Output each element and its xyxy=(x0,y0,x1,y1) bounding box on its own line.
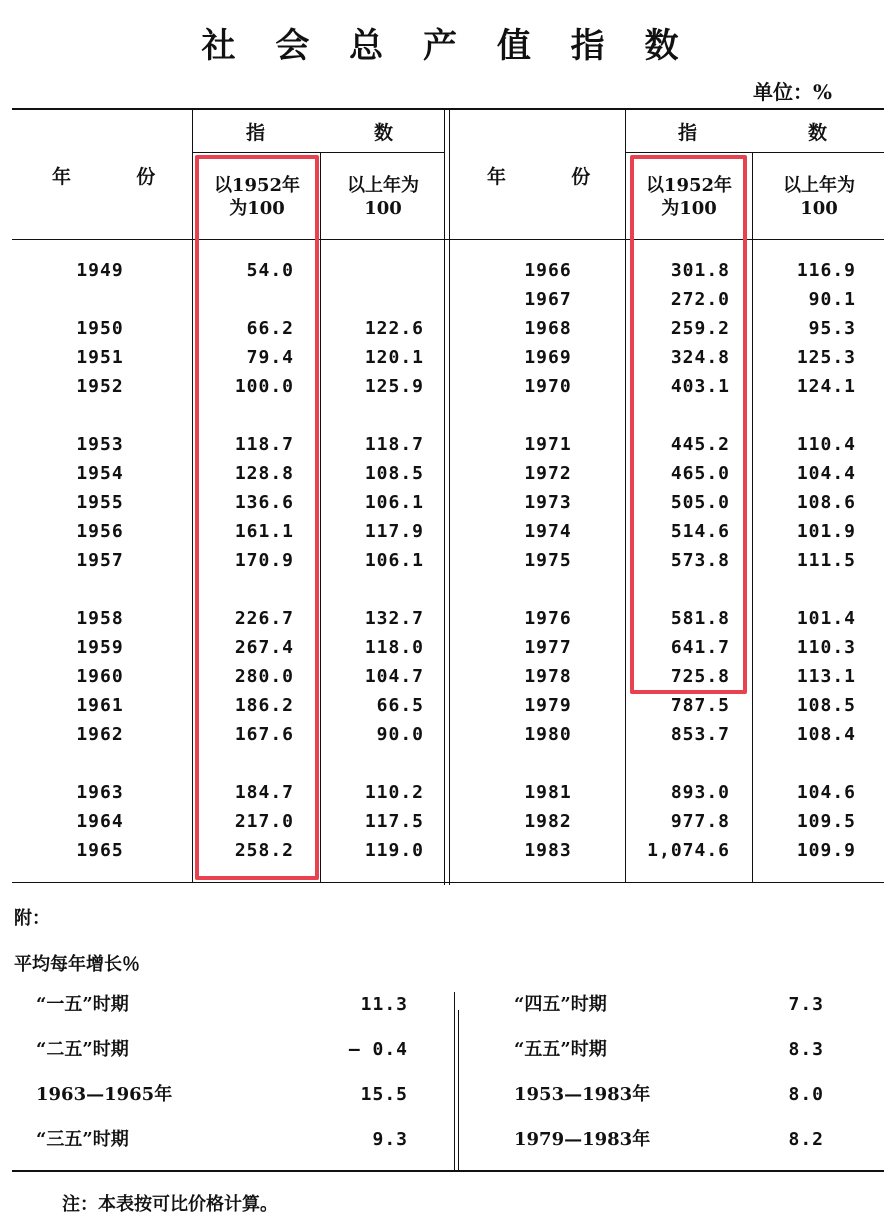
prev-year-cell: 104.4 xyxy=(796,463,856,484)
base1952-cell: 272.0 xyxy=(670,289,730,310)
appendix-subtitle: 平均每年增长％ xyxy=(14,954,140,975)
year-cell: 1956 xyxy=(76,521,124,542)
appendix-value: 8.2 xyxy=(788,1129,824,1150)
base1952-cell: 581.8 xyxy=(670,608,730,629)
prev-year-cell: 109.9 xyxy=(796,840,856,861)
right-year-header: 年 份 xyxy=(487,166,591,188)
row-gap xyxy=(448,749,894,778)
year-cell: 1973 xyxy=(524,492,572,513)
base1952-cell: 128.8 xyxy=(234,463,294,484)
year-cell: 1977 xyxy=(524,637,572,658)
appendix-period: “一五”时期 xyxy=(36,994,129,1015)
left-col-prev-header: 以上年为 100 xyxy=(347,175,419,219)
base1952-cell: 161.1 xyxy=(234,521,294,542)
prev-year-cell: 104.7 xyxy=(364,666,424,687)
year-cell: 1976 xyxy=(524,608,572,629)
right-col-prev-header: 以上年为 100 xyxy=(783,175,855,219)
year-cell: 1978 xyxy=(524,666,572,687)
base1952-cell: 725.8 xyxy=(670,666,730,687)
base1952-cell: 301.8 xyxy=(670,260,730,281)
appendix-period: 1979—1983年 xyxy=(514,1129,651,1150)
appendix-value: 8.0 xyxy=(788,1084,824,1105)
table-row xyxy=(448,778,894,807)
appendix-period: 1953—1983年 xyxy=(514,1084,651,1105)
prev-year-cell: 117.9 xyxy=(364,521,424,542)
year-cell: 1968 xyxy=(524,318,572,339)
appendix-value: 8.3 xyxy=(788,1039,824,1060)
table-row xyxy=(448,720,894,749)
year-cell: 1961 xyxy=(76,695,124,716)
base1952-cell: 217.0 xyxy=(234,811,294,832)
appendix-period: “五五”时期 xyxy=(514,1039,607,1060)
year-cell: 1975 xyxy=(524,550,572,571)
base1952-cell: 259.2 xyxy=(670,318,730,339)
left-header-subrule xyxy=(192,152,444,153)
base1952-cell: 100.0 xyxy=(234,376,294,397)
year-cell: 1949 xyxy=(76,260,124,281)
prev-year-cell: 108.5 xyxy=(364,463,424,484)
base1952-cell: 54.0 xyxy=(246,260,294,281)
base1952-cell: 66.2 xyxy=(246,318,294,339)
prev-year-cell: 95.3 xyxy=(808,318,856,339)
prev-year-cell: 111.5 xyxy=(796,550,856,571)
base1952-cell: 853.7 xyxy=(670,724,730,745)
year-cell: 1974 xyxy=(524,521,572,542)
base1952-cell: 118.7 xyxy=(234,434,294,455)
appendix-period: 1963—1965年 xyxy=(36,1084,173,1105)
right-number-label: 数 xyxy=(808,122,828,144)
left-col-base1952-header: 以1952年 为100 xyxy=(213,175,301,219)
base1952-cell: 167.6 xyxy=(234,724,294,745)
year-cell: 1972 xyxy=(524,463,572,484)
year-cell: 1959 xyxy=(76,637,124,658)
base1952-cell: 1,074.6 xyxy=(647,840,730,861)
base1952-cell: 184.7 xyxy=(234,782,294,803)
table-row xyxy=(448,836,894,865)
prev-year-cell: 101.9 xyxy=(796,521,856,542)
year-label-2: 份 xyxy=(136,166,156,188)
appendix-period: “四五”时期 xyxy=(514,994,607,1015)
base1952-cell: 465.0 xyxy=(670,463,730,484)
prev-year-cell: 118.0 xyxy=(364,637,424,658)
prev-year-cell: 104.6 xyxy=(796,782,856,803)
table-top-rule xyxy=(12,108,884,110)
year-cell: 1955 xyxy=(76,492,124,513)
prev-year-cell: 110.3 xyxy=(796,637,856,658)
base1952-cell: 641.7 xyxy=(670,637,730,658)
prev-year-cell: 108.5 xyxy=(796,695,856,716)
year-cell: 1971 xyxy=(524,434,572,455)
table-row xyxy=(448,691,894,720)
left-highlight-box xyxy=(195,155,319,880)
page-title: 社 会 总 产 值 指 数 xyxy=(201,26,693,66)
prev-year-cell: 117.5 xyxy=(364,811,424,832)
prev-year-cell: 110.2 xyxy=(364,782,424,803)
base1952-cell: 170.9 xyxy=(234,550,294,571)
year-cell: 1966 xyxy=(524,260,572,281)
prev-year-cell: 122.6 xyxy=(364,318,424,339)
year-cell: 1963 xyxy=(76,782,124,803)
appendix-divider-b xyxy=(458,1010,459,1172)
appendix-bottom-rule xyxy=(12,1170,884,1172)
prev-year-cell: 120.1 xyxy=(364,347,424,368)
prev-year-cell: 66.5 xyxy=(376,695,424,716)
right-index-label: 指 xyxy=(678,122,698,144)
prev-year-cell: 110.4 xyxy=(796,434,856,455)
prev-year-cell: 124.1 xyxy=(796,376,856,397)
right-highlight-box xyxy=(630,155,747,694)
left-index-label: 指 xyxy=(246,122,266,144)
prev-year-cell: 108.4 xyxy=(796,724,856,745)
base1952-cell: 186.2 xyxy=(234,695,294,716)
prev-year-cell: 132.7 xyxy=(364,608,424,629)
left-year-header xyxy=(52,162,162,189)
appendix-period: “二五”时期 xyxy=(36,1039,129,1060)
year-cell: 1954 xyxy=(76,463,124,484)
base1952-cell: 280.0 xyxy=(234,666,294,687)
footnote: 注：本表按可比价格计算。 xyxy=(62,1194,278,1215)
base1952-cell: 573.8 xyxy=(670,550,730,571)
year-cell: 1981 xyxy=(524,782,572,803)
year-cell: 1951 xyxy=(76,347,124,368)
appendix-value: 11.3 xyxy=(360,994,408,1015)
header-bottom-rule xyxy=(12,239,884,240)
prev-year-cell: 119.0 xyxy=(364,840,424,861)
year-cell: 1980 xyxy=(524,724,572,745)
prev-year-cell: 106.1 xyxy=(364,492,424,513)
base1952-cell: 324.8 xyxy=(670,347,730,368)
base1952-cell: 893.0 xyxy=(670,782,730,803)
prev-year-cell: 90.0 xyxy=(376,724,424,745)
base1952-cell: 136.6 xyxy=(234,492,294,513)
unit-label: 单位：% xyxy=(752,80,832,104)
base1952-cell: 403.1 xyxy=(670,376,730,397)
base1952-cell: 258.2 xyxy=(234,840,294,861)
prev-year-cell: 109.5 xyxy=(796,811,856,832)
prev-year-cell: 108.6 xyxy=(796,492,856,513)
right-header-subrule xyxy=(625,152,884,153)
year-cell: 1953 xyxy=(76,434,124,455)
table-row xyxy=(448,807,894,836)
base1952-cell: 514.6 xyxy=(670,521,730,542)
appendix-label: 附： xyxy=(14,908,50,929)
year-label: 年 xyxy=(52,166,72,188)
year-cell: 1967 xyxy=(524,289,572,310)
base1952-cell: 445.2 xyxy=(670,434,730,455)
year-cell: 1964 xyxy=(76,811,124,832)
year-cell: 1960 xyxy=(76,666,124,687)
appendix-value: — 0.4 xyxy=(348,1039,408,1060)
year-cell: 1958 xyxy=(76,608,124,629)
table-bottom-rule xyxy=(12,882,884,883)
year-cell: 1969 xyxy=(524,347,572,368)
appendix-value: 15.5 xyxy=(360,1084,408,1105)
prev-year-cell: 125.3 xyxy=(796,347,856,368)
year-cell: 1952 xyxy=(76,376,124,397)
right-col-base1952-header: 以1952年 为100 xyxy=(645,175,733,219)
prev-year-cell: 101.4 xyxy=(796,608,856,629)
prev-year-cell: 118.7 xyxy=(364,434,424,455)
base1952-cell: 977.8 xyxy=(670,811,730,832)
year-cell: 1957 xyxy=(76,550,124,571)
prev-year-cell: 125.9 xyxy=(364,376,424,397)
year-cell: 1965 xyxy=(76,840,124,861)
base1952-cell: 79.4 xyxy=(246,347,294,368)
base1952-cell: 226.7 xyxy=(234,608,294,629)
year-cell: 1979 xyxy=(524,695,572,716)
prev-year-cell: 116.9 xyxy=(796,260,856,281)
base1952-cell: 505.0 xyxy=(670,492,730,513)
prev-year-cell: 106.1 xyxy=(364,550,424,571)
prev-year-cell: 90.1 xyxy=(808,289,856,310)
year-cell: 1962 xyxy=(76,724,124,745)
appendix-value: 7.3 xyxy=(788,994,824,1015)
base1952-cell: 787.5 xyxy=(670,695,730,716)
left-number-label: 数 xyxy=(374,122,394,144)
year-cell: 1970 xyxy=(524,376,572,397)
year-cell: 1982 xyxy=(524,811,572,832)
prev-year-cell: 113.1 xyxy=(796,666,856,687)
appendix-value: 9.3 xyxy=(372,1129,408,1150)
appendix-period: “三五”时期 xyxy=(36,1129,129,1150)
year-cell: 1950 xyxy=(76,318,124,339)
year-cell: 1983 xyxy=(524,840,572,861)
appendix-divider-a xyxy=(454,992,455,1172)
base1952-cell: 267.4 xyxy=(234,637,294,658)
